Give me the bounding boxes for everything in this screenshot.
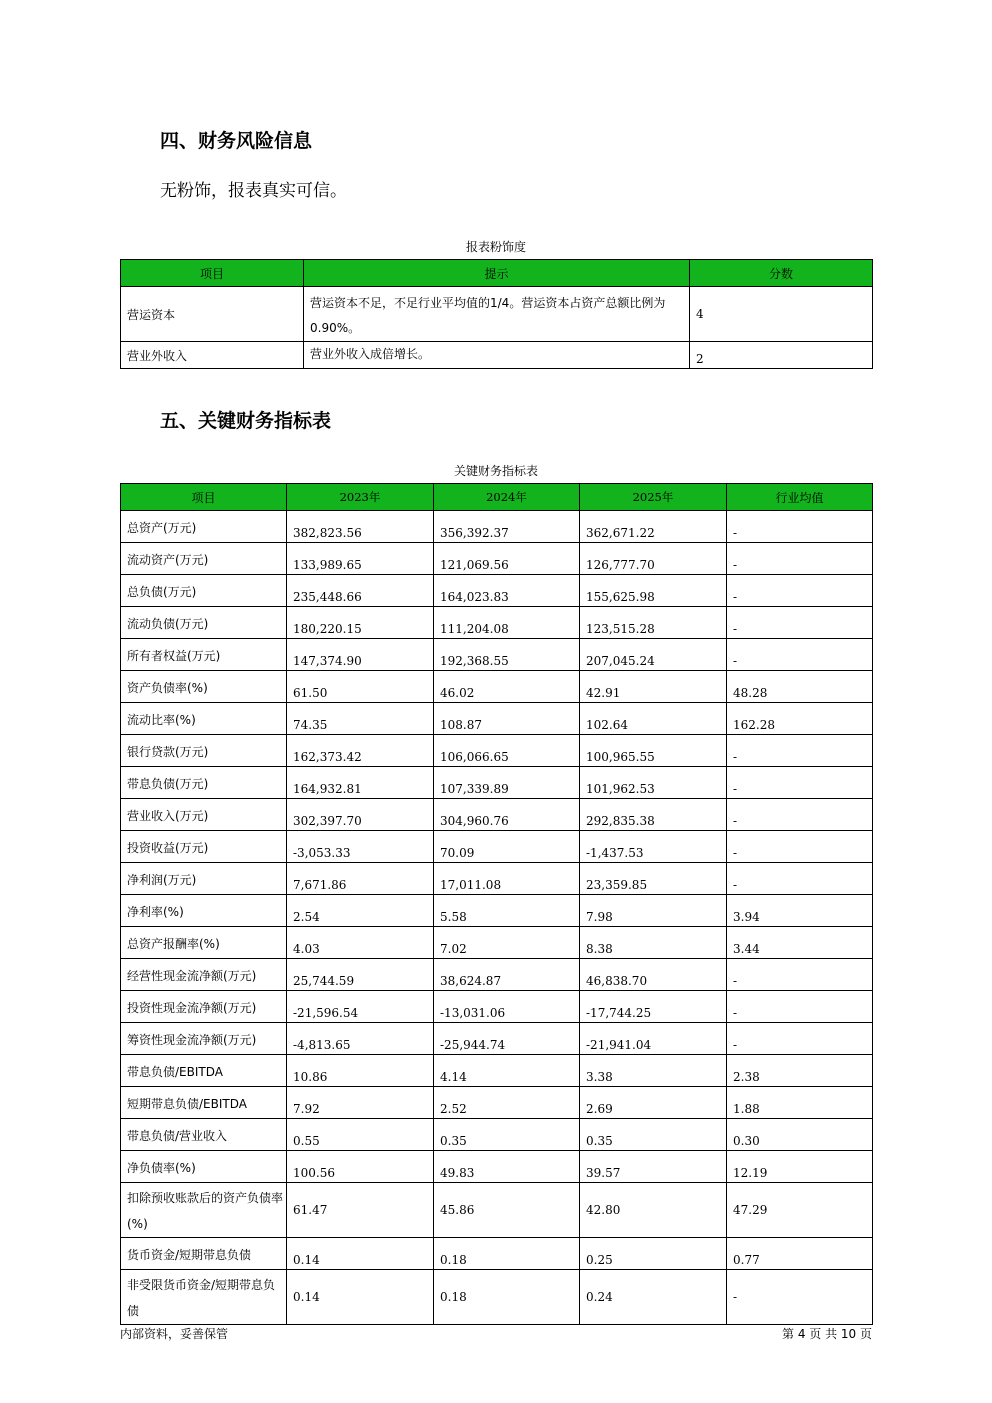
- indicator-value-cell: 47.29: [727, 1183, 873, 1238]
- indicator-name-cell: 非受限货币资金/短期带息负债: [121, 1270, 287, 1325]
- indicator-name-cell: 货币资金/短期带息负债: [121, 1238, 287, 1270]
- indicator-name-cell: 经营性现金流净额(万元): [121, 959, 287, 991]
- indicator-value-cell: 8.38: [580, 927, 727, 959]
- item-cell: 营业外收入: [121, 342, 304, 369]
- indicator-value-cell: 0.14: [287, 1238, 434, 1270]
- indicator-value-cell: -: [727, 511, 873, 543]
- indicator-value-cell: 162.28: [727, 703, 873, 735]
- indicator-value-cell: -13,031.06: [434, 991, 580, 1023]
- indicator-name-cell: 总资产报酬率(%): [121, 927, 287, 959]
- column-header: 项目: [121, 260, 304, 287]
- indicator-value-cell: -: [727, 735, 873, 767]
- indicator-name-cell: 投资收益(万元): [121, 831, 287, 863]
- indicator-value-cell: 0.30: [727, 1119, 873, 1151]
- indicator-value-cell: 0.77: [727, 1238, 873, 1270]
- indicator-value-cell: 70.09: [434, 831, 580, 863]
- table-row: [121, 543, 873, 575]
- indicator-value-cell: -: [727, 1270, 873, 1325]
- indicator-value-cell: 4.14: [434, 1055, 580, 1087]
- indicator-value-cell: 7.02: [434, 927, 580, 959]
- indicator-value-cell: 3.94: [727, 895, 873, 927]
- item-cell: 营运资本: [121, 287, 304, 342]
- indicator-value-cell: 61.50: [287, 671, 434, 703]
- kpi-table-caption: 关键财务指标表: [453, 464, 538, 478]
- table-row: [121, 735, 873, 767]
- indicator-value-cell: 39.57: [580, 1151, 727, 1183]
- table-row: [121, 342, 873, 369]
- section-title-financial-risk: 四、财务风险信息: [160, 130, 313, 152]
- indicator-value-cell: 3.38: [580, 1055, 727, 1087]
- indicator-value-cell: -: [727, 863, 873, 895]
- indicator-name-cell: 总资产(万元): [121, 511, 287, 543]
- indicator-name-cell: 短期带息负债/EBITDA: [121, 1087, 287, 1119]
- indicator-value-cell: 382,823.56: [287, 511, 434, 543]
- indicator-value-cell: 38,624.87: [434, 959, 580, 991]
- indicator-value-cell: 164,023.83: [434, 575, 580, 607]
- hint-cell: 营运资本不足，不足行业平均值的1/4。营运资本占资产总额比例为0.90%。: [304, 287, 690, 342]
- indicator-value-cell: 123,515.28: [580, 607, 727, 639]
- indicator-value-cell: 126,777.70: [580, 543, 727, 575]
- table-row: [121, 607, 873, 639]
- table-row: [121, 671, 873, 703]
- indicator-value-cell: 23,359.85: [580, 863, 727, 895]
- whitewash-table-caption: 报表粉饰度: [465, 240, 526, 254]
- whitewash-table: [120, 259, 873, 369]
- indicator-name-cell: 净利润(万元): [121, 863, 287, 895]
- indicator-value-cell: 45.86: [434, 1183, 580, 1238]
- indicator-value-cell: -25,944.74: [434, 1023, 580, 1055]
- indicator-value-cell: 356,392.37: [434, 511, 580, 543]
- indicator-value-cell: -: [727, 831, 873, 863]
- table-header-row: [121, 484, 873, 511]
- indicator-value-cell: 108.87: [434, 703, 580, 735]
- table-row: [121, 1119, 873, 1151]
- table-row: [121, 575, 873, 607]
- indicator-value-cell: 0.14: [287, 1270, 434, 1325]
- indicator-value-cell: 2.54: [287, 895, 434, 927]
- table-row: [121, 511, 873, 543]
- indicator-value-cell: 302,397.70: [287, 799, 434, 831]
- table-row: [121, 991, 873, 1023]
- table-row: [121, 1151, 873, 1183]
- table-row: [121, 639, 873, 671]
- indicator-value-cell: 207,045.24: [580, 639, 727, 671]
- indicator-value-cell: 100.56: [287, 1151, 434, 1183]
- indicator-value-cell: 101,962.53: [580, 767, 727, 799]
- indicator-value-cell: 0.24: [580, 1270, 727, 1325]
- indicator-value-cell: 180,220.15: [287, 607, 434, 639]
- indicator-value-cell: 74.35: [287, 703, 434, 735]
- indicator-value-cell: 12.19: [727, 1151, 873, 1183]
- indicator-value-cell: 133,989.65: [287, 543, 434, 575]
- table-header-row: [121, 260, 873, 287]
- indicator-value-cell: 2.69: [580, 1087, 727, 1119]
- footer-confidential-note: 内部资料，妥善保管: [120, 1327, 229, 1341]
- indicator-value-cell: 46,838.70: [580, 959, 727, 991]
- kpi-table: [120, 483, 873, 1325]
- indicator-value-cell: 17,011.08: [434, 863, 580, 895]
- indicator-value-cell: -: [727, 1023, 873, 1055]
- indicator-name-cell: 扣除预收账款后的资产负债率(%): [121, 1183, 287, 1238]
- indicator-value-cell: 0.18: [434, 1238, 580, 1270]
- table-row: [121, 1087, 873, 1119]
- indicator-value-cell: 42.91: [580, 671, 727, 703]
- column-header: 2024年: [434, 484, 580, 511]
- indicator-value-cell: 48.28: [727, 671, 873, 703]
- table-row: [121, 799, 873, 831]
- indicator-name-cell: 营业收入(万元): [121, 799, 287, 831]
- table-row: [121, 1055, 873, 1087]
- indicator-value-cell: 155,625.98: [580, 575, 727, 607]
- indicator-value-cell: -4,813.65: [287, 1023, 434, 1055]
- score-cell: 2: [690, 342, 873, 369]
- indicator-value-cell: 2.52: [434, 1087, 580, 1119]
- indicator-value-cell: 0.35: [434, 1119, 580, 1151]
- indicator-name-cell: 流动比率(%): [121, 703, 287, 735]
- column-header: 2023年: [287, 484, 434, 511]
- section-title-key-indicators: 五、关键财务指标表: [160, 410, 332, 432]
- table-row: [121, 767, 873, 799]
- indicator-value-cell: 7.92: [287, 1087, 434, 1119]
- indicator-value-cell: -: [727, 991, 873, 1023]
- table-row: [121, 959, 873, 991]
- indicator-value-cell: 0.35: [580, 1119, 727, 1151]
- risk-summary-text: 无粉饰，报表真实可信。: [160, 181, 347, 201]
- table-row: [121, 1183, 873, 1238]
- table-row: [121, 831, 873, 863]
- indicator-name-cell: 总负债(万元): [121, 575, 287, 607]
- indicator-value-cell: 42.80: [580, 1183, 727, 1238]
- table-row: [121, 703, 873, 735]
- indicator-value-cell: -: [727, 543, 873, 575]
- indicator-name-cell: 所有者权益(万元): [121, 639, 287, 671]
- indicator-value-cell: 292,835.38: [580, 799, 727, 831]
- indicator-name-cell: 净利率(%): [121, 895, 287, 927]
- indicator-value-cell: -: [727, 767, 873, 799]
- indicator-name-cell: 流动负债(万元): [121, 607, 287, 639]
- indicator-value-cell: 46.02: [434, 671, 580, 703]
- indicator-value-cell: 111,204.08: [434, 607, 580, 639]
- indicator-name-cell: 带息负债/营业收入: [121, 1119, 287, 1151]
- indicator-name-cell: 流动资产(万元): [121, 543, 287, 575]
- table-row: [121, 927, 873, 959]
- indicator-value-cell: 362,671.22: [580, 511, 727, 543]
- indicator-value-cell: 25,744.59: [287, 959, 434, 991]
- indicator-value-cell: 61.47: [287, 1183, 434, 1238]
- indicator-value-cell: 100,965.55: [580, 735, 727, 767]
- indicator-value-cell: -: [727, 959, 873, 991]
- indicator-value-cell: -: [727, 607, 873, 639]
- column-header: 分数: [690, 260, 873, 287]
- indicator-value-cell: 0.25: [580, 1238, 727, 1270]
- indicator-name-cell: 带息负债/EBITDA: [121, 1055, 287, 1087]
- table-row: [121, 895, 873, 927]
- table-row: [121, 1023, 873, 1055]
- indicator-value-cell: 162,373.42: [287, 735, 434, 767]
- indicator-value-cell: 102.64: [580, 703, 727, 735]
- table-row: [121, 287, 873, 342]
- column-header: 2025年: [580, 484, 727, 511]
- indicator-name-cell: 资产负债率(%): [121, 671, 287, 703]
- indicator-value-cell: 107,339.89: [434, 767, 580, 799]
- indicator-value-cell: -: [727, 799, 873, 831]
- kpi-table-body: [121, 511, 873, 1325]
- footer-page-number: 第 4 页 共 10 页: [782, 1327, 872, 1341]
- indicator-value-cell: 7,671.86: [287, 863, 434, 895]
- column-header: 行业均值: [727, 484, 873, 511]
- indicator-value-cell: 304,960.76: [434, 799, 580, 831]
- indicator-value-cell: 0.18: [434, 1270, 580, 1325]
- column-header: 项目: [121, 484, 287, 511]
- indicator-value-cell: 0.55: [287, 1119, 434, 1151]
- table-row: [121, 1238, 873, 1270]
- indicator-name-cell: 投资性现金流净额(万元): [121, 991, 287, 1023]
- indicator-value-cell: 3.44: [727, 927, 873, 959]
- hint-cell: 营业外收入成倍增长。: [304, 342, 690, 369]
- indicator-value-cell: -: [727, 639, 873, 671]
- score-cell: 4: [690, 287, 873, 342]
- indicator-value-cell: -1,437.53: [580, 831, 727, 863]
- indicator-name-cell: 银行贷款(万元): [121, 735, 287, 767]
- indicator-value-cell: -: [727, 575, 873, 607]
- indicator-value-cell: 164,932.81: [287, 767, 434, 799]
- indicator-value-cell: 7.98: [580, 895, 727, 927]
- indicator-value-cell: 4.03: [287, 927, 434, 959]
- indicator-value-cell: 1.88: [727, 1087, 873, 1119]
- indicator-value-cell: 235,448.66: [287, 575, 434, 607]
- indicator-name-cell: 净负债率(%): [121, 1151, 287, 1183]
- indicator-name-cell: 筹资性现金流净额(万元): [121, 1023, 287, 1055]
- indicator-name-cell: 带息负债(万元): [121, 767, 287, 799]
- indicator-value-cell: 10.86: [287, 1055, 434, 1087]
- indicator-value-cell: 192,368.55: [434, 639, 580, 671]
- indicator-value-cell: -3,053.33: [287, 831, 434, 863]
- indicator-value-cell: 49.83: [434, 1151, 580, 1183]
- indicator-value-cell: 106,066.65: [434, 735, 580, 767]
- indicator-value-cell: -21,596.54: [287, 991, 434, 1023]
- indicator-value-cell: 5.58: [434, 895, 580, 927]
- indicator-value-cell: 2.38: [727, 1055, 873, 1087]
- indicator-value-cell: 147,374.90: [287, 639, 434, 671]
- column-header: 提示: [304, 260, 690, 287]
- table-row: [121, 863, 873, 895]
- indicator-value-cell: -17,744.25: [580, 991, 727, 1023]
- indicator-value-cell: -21,941.04: [580, 1023, 727, 1055]
- table-row: [121, 1270, 873, 1325]
- indicator-value-cell: 121,069.56: [434, 543, 580, 575]
